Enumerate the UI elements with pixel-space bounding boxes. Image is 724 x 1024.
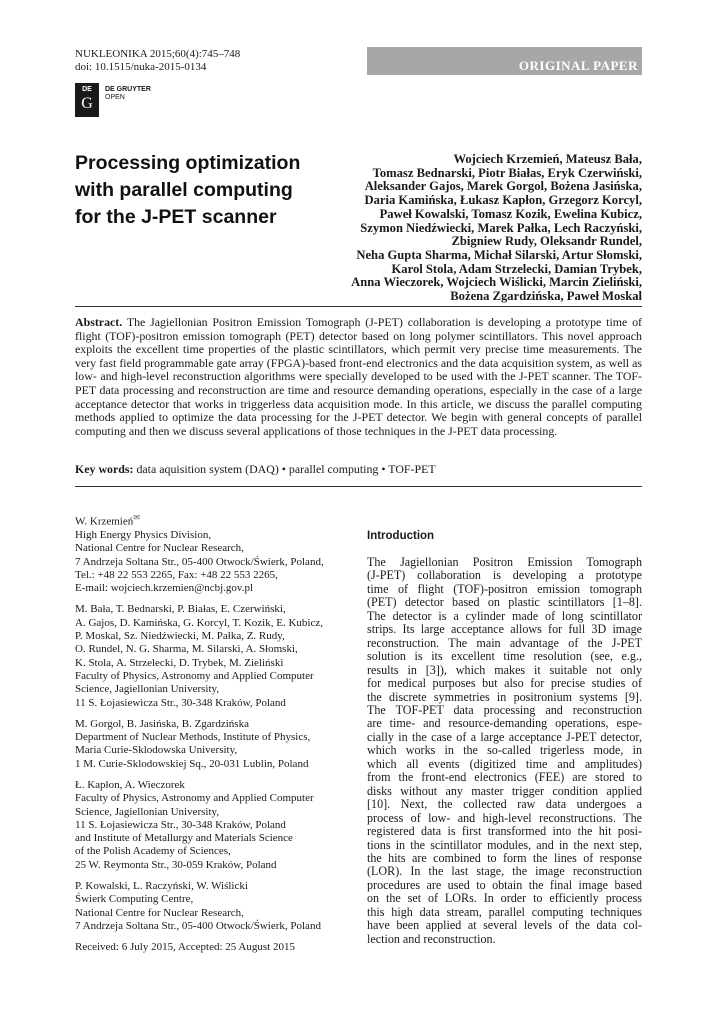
text-line: reconstruction. The main advantage of the J-PET (367, 635, 642, 650)
affiliation-line: Ł. Kapłon, A. Wieczorek (75, 779, 185, 791)
affiliation-line: High Energy Physics Division, (75, 528, 212, 541)
affiliation-line: Science, Jagiellonian University, (75, 805, 220, 818)
affiliation-line: National Centre for Nuclear Research, (75, 906, 244, 919)
text-line: this high data stream, parallel computing techniques (367, 904, 642, 919)
affiliation-line: 25 W. Reymonta Str., 30-059 Kraków, Poland (75, 858, 277, 871)
paper-title (75, 150, 315, 231)
affiliation-line: and Institute of Metallurgy and Materials Science (75, 832, 293, 845)
author-line: Zbigniew Rudy, Oleksandr Rundel, (451, 234, 642, 249)
affiliation-block (75, 718, 360, 771)
text-line: results in [3]), which makes it suitable not only (367, 662, 642, 677)
email: E-mail: wojciech.krzemien@ncbj.gov.pl (75, 582, 254, 595)
affiliations (75, 511, 360, 955)
text-line: the discrete symmetries in positronium systems [9]. (367, 689, 642, 704)
journal-reference (75, 48, 240, 74)
text-line: on the set of LORs. In order to efficiently process (367, 891, 642, 906)
affiliation-line: 11 S. Łojasiewicza Str., 30-348 Kraków, Poland (75, 696, 286, 709)
affiliation-block (75, 779, 360, 872)
text-line: The Jagiellonian Positron Emission Tomograph (367, 555, 642, 569)
text-line: from the front-end electronics (FEE) are stored to (367, 770, 642, 785)
divider (75, 486, 642, 487)
affiliation-line: 11 S. Łojasiewicza Str., 30-348 Kraków, Poland (75, 818, 286, 831)
title-line: with parallel computing (75, 179, 293, 201)
affiliation-line: 7 Andrzeja Soltana Str., 05-400 Otwock/Świerk, Poland, (75, 555, 324, 568)
title-line: Processing optimization (75, 152, 301, 174)
text-line: (J-PET) collaboration is developing a prototype (367, 568, 642, 583)
keywords-label: Key words: (75, 462, 134, 476)
text-line: cially in the case of a large acceptance J-PET detector, (367, 729, 642, 744)
affiliation-block (75, 603, 360, 709)
logo-mark-top: DE (82, 86, 92, 93)
publisher-logo (75, 83, 151, 117)
keywords-text: data aquisition system (DAQ) • parallel computing • TOF-PET (136, 462, 436, 476)
affiliation-line: Science, Jagiellonian University, (75, 683, 220, 696)
publisher-name-sub: OPEN (105, 94, 125, 101)
text-line: the hits are combined to form the lines of response (367, 850, 642, 865)
text-line: [10]. Next, the collected raw data undergoes a (367, 797, 642, 812)
publisher-name-main: DE GRUYTER (105, 86, 151, 93)
text-line: strips. Its large acceptance allows for full 3D image (367, 622, 642, 637)
affiliation-line: O. Rundel, N. G. Sharma, M. Silarski, A. Słomski, (75, 643, 298, 656)
affiliation-line: Faculty of Physics, Astronomy and Applied Computer (75, 669, 314, 682)
affiliation-line: A. Gajos, D. Kamińska, G. Korcyl, T. Kozik, E. Kubicz, (75, 616, 323, 629)
keywords (75, 462, 642, 476)
abstract-text: The Jagiellonian Positron Emission Tomograph (J-PET) collaboration is developing a prototype time of flight (TOF)-positron emission tomograph (PET) detector based on long polymer scintillators. This novel approach exploits the excellent time properties of the plastic scintillators, which permit very precise time measurements. The very fast field programmable gate array (FPGA)-based front-end electronics and the data acquisition system, as well as low- and high-level reconstruction algorithms were specially developed to be used with the J-PET scanner. The TOF-PET data processing and reconstruction are time and resource demanding operations, especially in the case of a large acceptance detector that works in triggerless data acquisition mode. In this article, we discuss the parallel computing methods applied to optimize the data processing for the J-PET detector. We begin with general concepts of parallel computing and then we discuss several applications of those techniques in the J-PET data processing. (75, 315, 642, 438)
affiliation-line (75, 511, 360, 529)
text-line: tions in the scintillator modules, and in the next step, (367, 837, 642, 852)
article-type-banner: ORIGINAL PAPER (367, 47, 642, 75)
author-line: Anna Wieczorek, Wojciech Wiślicki, Marcin Zieliński, (351, 275, 642, 290)
affiliation-line: M. Bała, T. Bednarski, P. Białas, E. Czerwiński, (75, 603, 286, 616)
text-line: are time- and resource-demanding operations, espe- (367, 716, 642, 731)
author-line: Karol Stola, Adam Strzelecki, Damian Trybek, (391, 261, 642, 276)
abstract-label: Abstract. (75, 315, 123, 329)
introduction-text (367, 556, 642, 946)
publisher-logo-mark (75, 83, 99, 117)
received-accepted-dates: Received: 6 July 2015, Accepted: 25 August 2015 (75, 941, 295, 954)
divider (75, 306, 642, 307)
text-line: (LOR). In the last stage, the image reconstruction (367, 864, 642, 879)
author-line: Szymon Niedźwiecki, Marek Pałka, Lech Raczyński, (360, 220, 642, 235)
author-line: Tomasz Bednarski, Piotr Białas, Eryk Czerwiński, (372, 165, 642, 180)
text-line: for medical purposes but also for precise studies of (367, 676, 642, 691)
text-line: which all events (digitized time and amplitudes) (367, 756, 642, 771)
affiliation-line: 1 M. Curie-Sklodowskiej Sq., 20-031 Lublin, Poland (75, 757, 309, 770)
text-line: have been applied at several levels of the data col- (367, 918, 642, 933)
doi: doi: 10.1515/nuka-2015-0134 (75, 61, 207, 73)
author-line: Daria Kamińska, Łukasz Kapłon, Grzegorz Korcyl, (364, 193, 642, 208)
logo-mark-letter: G (81, 95, 93, 112)
text-line: (PET) detector based on plastic scintillators [1–8]. (367, 595, 642, 610)
affiliation-line: Department of Nuclear Methods, Institute of Physics, (75, 731, 311, 744)
affiliation-block (75, 880, 360, 933)
envelope-icon: ✉ (133, 513, 140, 522)
affiliation-line: Faculty of Physics, Astronomy and Applied Computer (75, 792, 314, 805)
affiliation-line: P. Kowalski, L. Raczyński, W. Wiślicki (75, 880, 248, 893)
affiliation-line: National Centre for Nuclear Research, (75, 542, 244, 555)
author-list (312, 153, 642, 304)
corresponding-author: W. Krzemień (75, 515, 134, 528)
text-line: solution is its excellent time resolution (see, e.g., (367, 649, 642, 664)
affiliation-line: Świerk Computing Centre, (75, 893, 194, 906)
text-line: The TOF-PET data processing and reconstruction (367, 702, 642, 717)
affiliation-block (75, 511, 360, 595)
author-line: Bożena Zgardzińska, Paweł Moskal (450, 289, 642, 304)
author-line: Wojciech Krzemień, Mateusz Bała, (453, 152, 642, 166)
affiliation-line: Tel.: +48 22 553 2265, Fax: +48 22 553 2265, (75, 568, 278, 581)
affiliation-line: Maria Curie-Sklodowska University, (75, 744, 238, 757)
affiliation-line: P. Moskal, Sz. Niedźwiecki, M. Pałka, Z. Rudy, (75, 630, 285, 643)
text-line: procedures are used to obtain the final image based (367, 877, 642, 892)
text-line: which works in the so-called trigerless mode, in (367, 743, 642, 758)
section-heading: Introduction (367, 530, 435, 542)
affiliation-line: 7 Andrzeja Soltana Str., 05-400 Otwock/Świerk, Poland (75, 919, 321, 932)
author-line: Paweł Kowalski, Tomasz Kozik, Ewelina Kubicz, (379, 206, 642, 221)
affiliation-line: K. Stola, A. Strzelecki, D. Trybek, M. Zieliński (75, 656, 284, 669)
text-line: process of low- and high-level reconstructions. The (367, 810, 642, 825)
journal-citation: NUKLEONIKA 2015;60(4):745–748 (75, 48, 241, 60)
abstract (75, 316, 642, 438)
text-line: time of flight (TOF)-positron emission tomograph (367, 581, 642, 596)
text-line: lection and reconstruction. (367, 931, 496, 946)
affiliation-line: of the Polish Academy of Sciences, (75, 845, 231, 858)
text-line: disks without any master trigger condition applied (367, 783, 642, 798)
affiliation-line: M. Gorgol, B. Jasińska, B. Zgardzińska (75, 717, 249, 730)
author-line: Neha Gupta Sharma, Michał Silarski, Artur Słomski, (356, 247, 642, 262)
publisher-name (105, 83, 151, 102)
text-line: The detector is a cylinder made of long scintillator (367, 608, 642, 623)
text-line: registered data is first transformed into the hit posi- (367, 824, 642, 839)
title-line: for the J-PET scanner (75, 206, 277, 228)
author-line: Aleksander Gajos, Marek Gorgol, Bożena Jasińska, (364, 179, 642, 194)
